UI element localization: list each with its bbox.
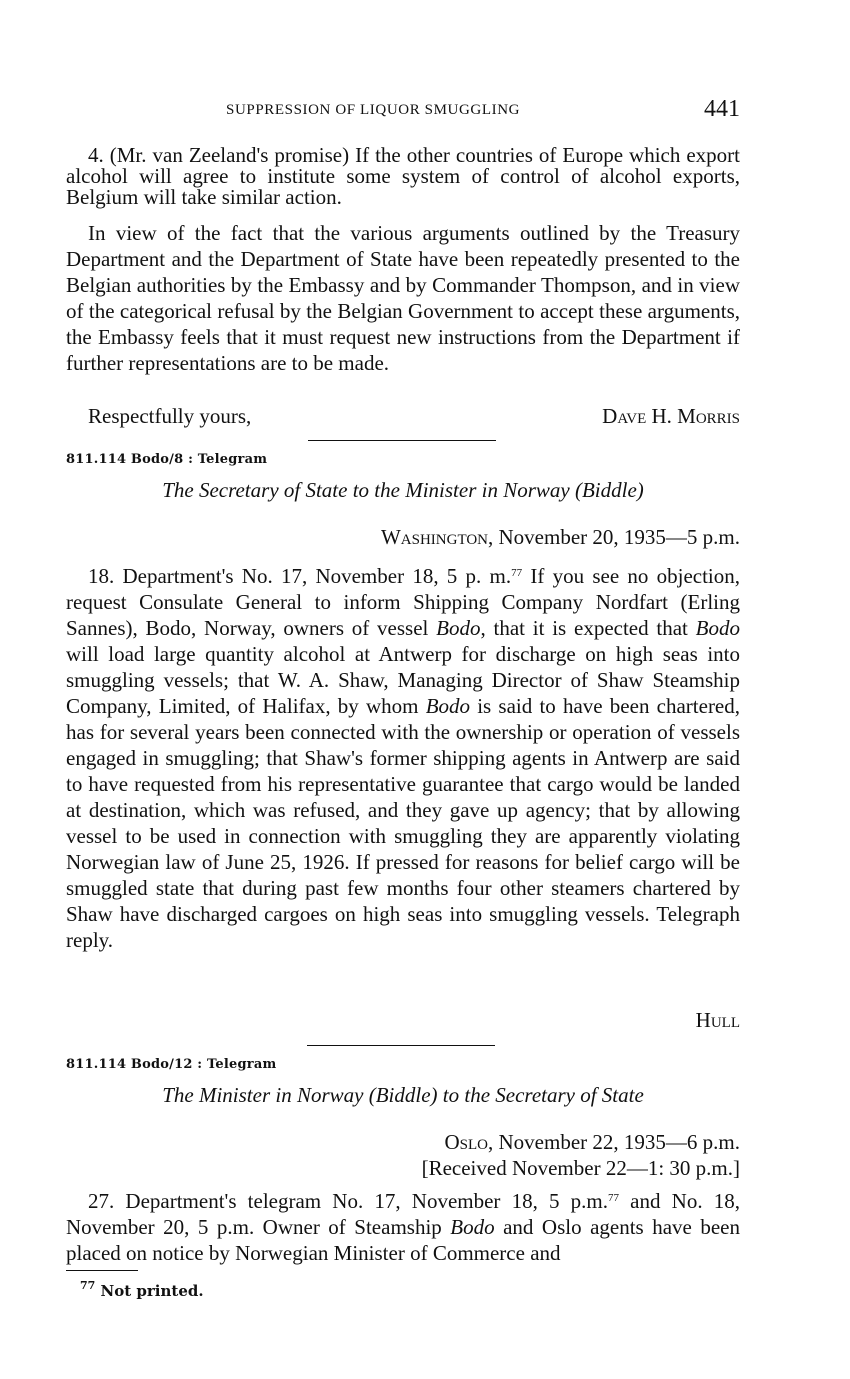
heading-text-tail: to the Secretary of State	[442, 1083, 644, 1107]
heading-name: Biddle	[581, 478, 637, 502]
heading-text: The Secretary of State to the Minister in Norway	[162, 478, 570, 502]
telegram-body-part-a: and No. 18, November 20, 5 p.m. Owner of Steamship	[66, 1189, 740, 1239]
footnote-reference: 77	[511, 567, 523, 579]
dateline-place: Washington	[380, 525, 489, 549]
telegram-body-start: 18. Department's No. 17, November 18, 5 p. m.	[88, 564, 512, 588]
footnote-reference: 77	[608, 1192, 619, 1204]
signature-hull: Hull	[695, 1008, 740, 1032]
document-heading: The Secretary of State to the Minister in Norway (Biddle)	[162, 478, 644, 502]
telegram-body-start: 27. Department's telegram No. 17, November 18, 5 p.m.	[88, 1189, 608, 1213]
paragraph-mr-van-zeeland-promise: 4. (Mr. van Zeeland's promise) If the other countries of Europe which export alcohol will agree to institute some system of control of alcohol exports, Belgium will take similar action.	[66, 143, 740, 209]
closing-salutation: Respectfully yours,	[88, 404, 252, 428]
paragraph-embassy-request: In view of the fact that the various arguments outlined by the Treasury Department and the Department of State have been repeatedly presented to the Belgian authorities by the Embassy and by Commander Thompson, and in view of the categorical refusal by the Belgian Government to accept these arguments, the Embassy feels that it must request new instructions from the Department if further representations are to be made.	[66, 221, 740, 375]
vessel-name: Bodo	[450, 1215, 495, 1239]
dateline-place: Oslo	[444, 1130, 489, 1154]
vessel-name: Bodo	[695, 616, 740, 640]
page-number: 441	[704, 96, 740, 122]
telegram-body-part-d: is said to have been chartered, has for several years been connected with the ownership or operation of vessels engaged in smuggling; that Shaw's former shipping agents in Antwerp are said to have requested from his representative guarantee that cargo would be landed at destination, which was refused, and they gave up agency; that by allowing vessel to be used in connection with smuggling they are apparently violating Norwegian law of June 25, 1926. If pressed for reasons for belief cargo will be smuggled state that during past few months four other steamers chartered by Shaw have discharged cargoes on high seas into smuggling vessels. Telegraph reply.	[66, 694, 741, 952]
divider-rule	[307, 1045, 495, 1046]
footnote-rule	[66, 1270, 138, 1271]
footnote	[80, 1279, 204, 1300]
document-reference: 811.114 Bodo/8 : Telegram	[66, 452, 268, 467]
dateline	[381, 524, 740, 550]
dateline	[422, 1129, 740, 1181]
document-heading: The Minister in Norway (Biddle) to the Secretary of State	[162, 1083, 644, 1107]
telegram-body-part-c: will load large quantity alcohol at Antwerp for discharge on high seas into smuggling vessels; that W. A. Shaw, Managing Director of Shaw Steamship Company, Limited, of Halifax, by whom	[66, 642, 740, 718]
telegram-body-18	[66, 563, 740, 953]
vessel-name: Bodo	[425, 694, 471, 718]
document-reference: 811.114 Bodo/12 : Telegram	[66, 1057, 277, 1072]
telegram-body-27	[66, 1188, 740, 1266]
running-title: SUPPRESSION OF LIQUOR SMUGGLING	[226, 102, 521, 118]
signature-morris: Dave H. Morris	[602, 404, 740, 428]
running-head	[66, 96, 740, 126]
telegram-body-part-b: and Oslo agents have been placed on notice by Norwegian Minister of Commerce and	[66, 1215, 740, 1265]
received-line: [Received November 22—1: 30 p.m.]	[421, 1156, 740, 1180]
dateline-date: , November 22, 1935—6 p.m.	[488, 1130, 740, 1154]
heading-text: The Minister in Norway	[162, 1083, 364, 1107]
divider-rule	[308, 440, 496, 441]
closing-row	[66, 403, 740, 429]
footnote-text: Not printed.	[95, 1282, 204, 1300]
dateline-date: , November 20, 1935—5 p.m.	[488, 525, 740, 549]
telegram-body-part-b: , that it is expected that	[480, 616, 696, 640]
footnote-mark: 77	[80, 1279, 96, 1292]
heading-name: Biddle	[375, 1083, 431, 1107]
vessel-name: Bodo	[436, 616, 481, 640]
telegram-body-part-a: If you see no objection, request Consulate General to inform Shipping Company Nordfart (Erling Sannes), Bodo, Norway, owners of vessel	[66, 564, 741, 640]
